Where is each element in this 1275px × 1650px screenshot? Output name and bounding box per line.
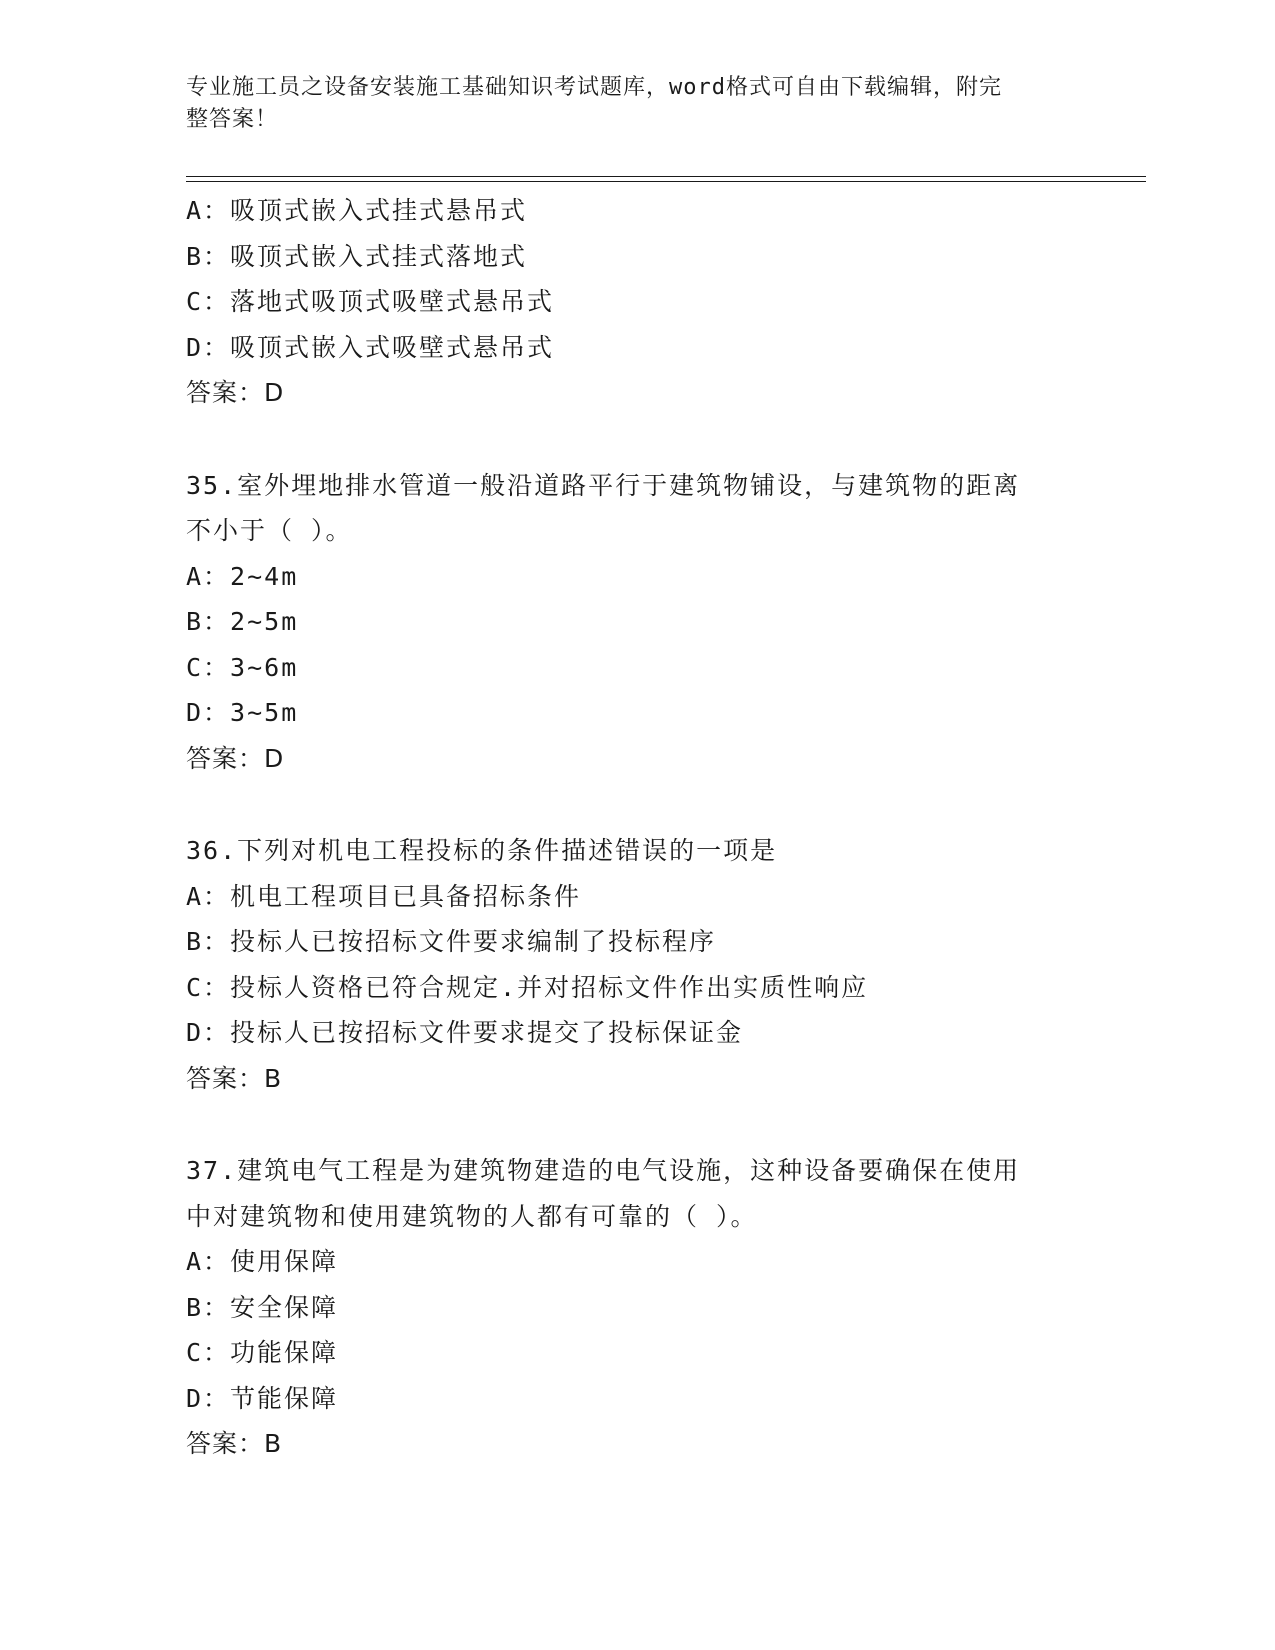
answer: 答案：D <box>186 378 285 407</box>
option-c: C：落地式吸顶式吸壁式悬吊式 <box>186 287 555 316</box>
option-d: D：投标人已按招标文件要求提交了投标保证金 <box>186 1018 744 1047</box>
answer: 答案：D <box>186 743 285 773</box>
question-36 <box>186 828 1086 1101</box>
header-line-1: 专业施工员之设备安装施工基础知识考试题库，word格式可自由下载编辑，附完 <box>186 75 1002 100</box>
spacer <box>186 781 1086 828</box>
option-a: A：使用保障 <box>186 1247 339 1276</box>
option-a: A：吸顶式嵌入式挂式悬吊式 <box>186 196 528 225</box>
question-34 <box>186 188 1086 416</box>
option-b: B：投标人已按招标文件要求编制了投标程序 <box>186 927 717 956</box>
option-c: C：3~6m <box>186 652 299 682</box>
option-c: C：功能保障 <box>186 1338 339 1367</box>
question-text-line-1: 35.室外埋地排水管道一般沿道路平行于建筑物铺设，与建筑物的距离 <box>186 470 1021 500</box>
question-37 <box>186 1148 1086 1467</box>
option-d: D：吸顶式嵌入式吸壁式悬吊式 <box>186 332 555 362</box>
spacer <box>186 1101 1086 1148</box>
question-text-line-2: 不小于（ ）。 <box>186 516 353 545</box>
answer: 答案：B <box>186 1429 283 1458</box>
option-c: C：投标人资格已符合规定.并对招标文件作出实质性响应 <box>186 972 869 1002</box>
option-a: A：2~4m <box>186 561 299 591</box>
question-list <box>186 188 1086 1467</box>
answer: 答案：B <box>186 1063 283 1093</box>
option-a: A：机电工程项目已具备招标条件 <box>186 881 582 911</box>
question-text-line-2: 中对建筑物和使用建筑物的人都有可靠的（ ）。 <box>186 1201 758 1231</box>
header-line-2: 整答案！ <box>186 107 279 132</box>
question-text-line-1: 37.建筑电气工程是为建筑物建造的电气设施，这种设备要确保在使用 <box>186 1156 1021 1185</box>
question-35 <box>186 463 1086 782</box>
option-b: B：安全保障 <box>186 1292 339 1322</box>
spacer <box>186 416 1086 463</box>
option-b: B：2~5m <box>186 607 299 636</box>
option-d: D：节能保障 <box>186 1383 339 1413</box>
option-b: B：吸顶式嵌入式挂式落地式 <box>186 241 528 271</box>
document-header <box>186 72 1066 136</box>
question-text-line-1: 36.下列对机电工程投标的条件描述错误的一项是 <box>186 836 778 865</box>
option-d: D：3~5m <box>186 698 299 727</box>
header-rule-top <box>186 176 1146 177</box>
header-rule-bottom <box>186 181 1146 182</box>
